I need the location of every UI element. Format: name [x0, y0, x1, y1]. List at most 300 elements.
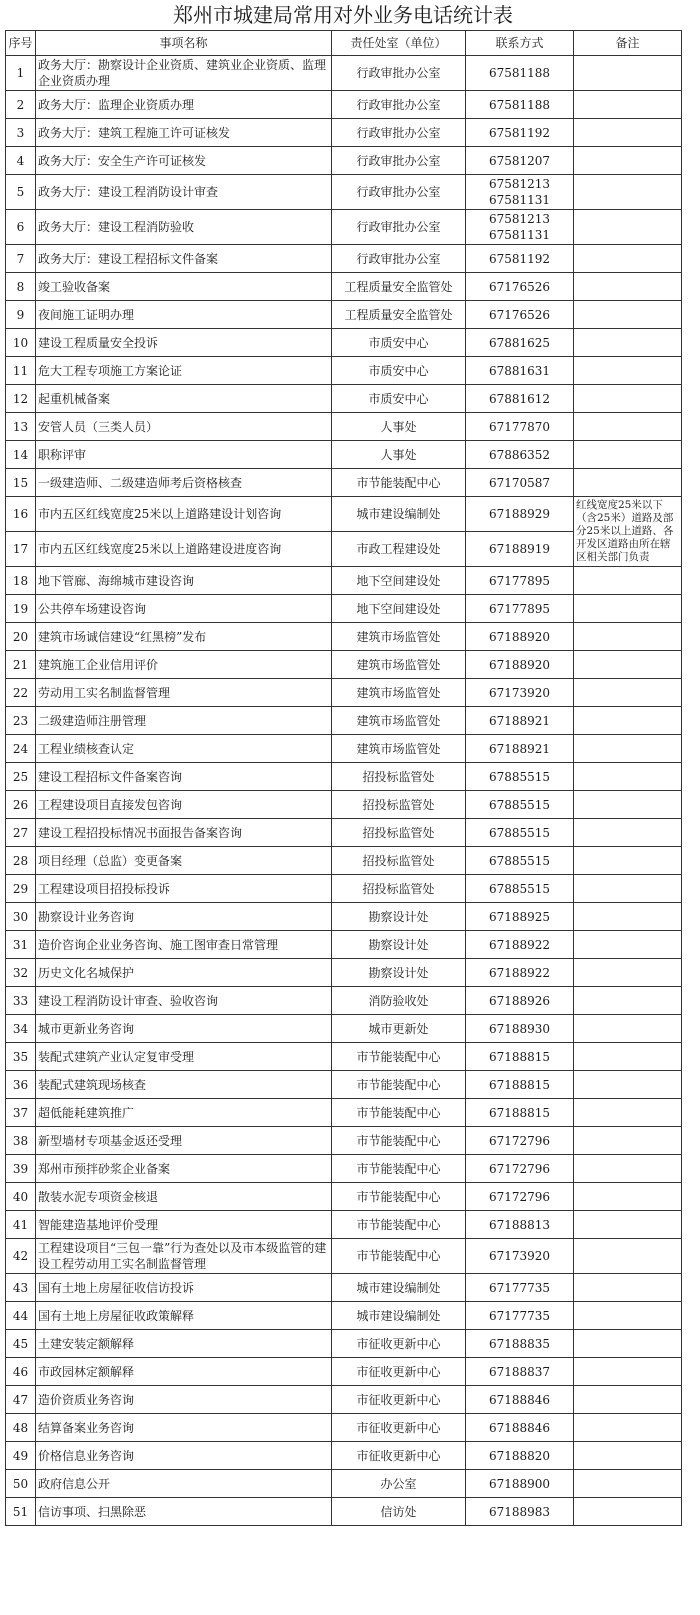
- responsible-dept: 行政审批办公室: [332, 210, 466, 245]
- item-name: 新型墙材专项基金返还受理: [36, 1127, 332, 1155]
- responsible-dept: 人事处: [332, 441, 466, 469]
- phone-number: 67188921: [466, 735, 574, 763]
- row-number: 51: [6, 1498, 36, 1526]
- item-name: 竣工验收备案: [36, 273, 332, 301]
- responsible-dept: 人事处: [332, 413, 466, 441]
- note-cell: [574, 1274, 682, 1302]
- item-name: 造价咨询企业业务咨询、施工图审查日常管理: [36, 931, 332, 959]
- table-row: [6, 651, 682, 679]
- responsible-dept: 地下空间建设处: [332, 595, 466, 623]
- table-row: [6, 1183, 682, 1211]
- phone-number: 67188983: [466, 1498, 574, 1526]
- table-row: [6, 1239, 682, 1274]
- row-number: 36: [6, 1071, 36, 1099]
- table-row: [6, 1414, 682, 1442]
- row-number: 13: [6, 413, 36, 441]
- page-title: 郑州市城建局常用对外业务电话统计表: [173, 3, 513, 27]
- responsible-dept: 城市建设编制处: [332, 1274, 466, 1302]
- phone-number: 67177895: [466, 595, 574, 623]
- responsible-dept: 行政审批办公室: [332, 175, 466, 210]
- note-cell: 红线宽度25米以下（含25米）道路及部分25米以上道路、各开发区道路由所在辖区相关部门负责: [574, 497, 682, 567]
- row-number: 14: [6, 441, 36, 469]
- phone-number: 67188846: [466, 1386, 574, 1414]
- table-row: [6, 735, 682, 763]
- table-row: [6, 595, 682, 623]
- header-seq: 序号: [6, 31, 36, 56]
- phone-number: 67172796: [466, 1183, 574, 1211]
- item-name: 起重机械备案: [36, 385, 332, 413]
- item-name: 智能建造基地评价受理: [36, 1211, 332, 1239]
- note-cell: [574, 441, 682, 469]
- responsible-dept: 市征收更新中心: [332, 1386, 466, 1414]
- table-row: [6, 847, 682, 875]
- row-number: 39: [6, 1155, 36, 1183]
- row-number: 45: [6, 1330, 36, 1358]
- item-name: 建设工程招标文件备案咨询: [36, 763, 332, 791]
- item-name: 政务大厅：建设工程消防验收: [36, 210, 332, 245]
- note-cell: [574, 1071, 682, 1099]
- phone-number: 67188926: [466, 987, 574, 1015]
- note-cell: [574, 567, 682, 595]
- table-row: [6, 497, 682, 532]
- item-name: 安管人员（三类人员）: [36, 413, 332, 441]
- row-number: 4: [6, 147, 36, 175]
- table-row: [6, 1330, 682, 1358]
- responsible-dept: 勘察设计处: [332, 959, 466, 987]
- responsible-dept: 城市更新处: [332, 1015, 466, 1043]
- row-number: 10: [6, 329, 36, 357]
- phone-number: 67881612: [466, 385, 574, 413]
- row-number: 23: [6, 707, 36, 735]
- table-row: [6, 819, 682, 847]
- phone-number: 67188925: [466, 903, 574, 931]
- item-name: 二级建造师注册管理: [36, 707, 332, 735]
- item-name: 地下管廊、海绵城市建设咨询: [36, 567, 332, 595]
- responsible-dept: 市节能装配中心: [332, 1239, 466, 1274]
- table-row: [6, 875, 682, 903]
- responsible-dept: 办公室: [332, 1470, 466, 1498]
- phone-number: 67170587: [466, 469, 574, 497]
- responsible-dept: 建筑市场监管处: [332, 707, 466, 735]
- row-number: 6: [6, 210, 36, 245]
- phone-number: 67177895: [466, 567, 574, 595]
- responsible-dept: 建筑市场监管处: [332, 623, 466, 651]
- responsible-dept: 勘察设计处: [332, 903, 466, 931]
- phone-number: 67885515: [466, 819, 574, 847]
- table-row: [6, 147, 682, 175]
- row-number: 8: [6, 273, 36, 301]
- item-name: 散装水泥专项资金核退: [36, 1183, 332, 1211]
- phone-number: 67881625: [466, 329, 574, 357]
- phone-number: 67581207: [466, 147, 574, 175]
- phone-number: 67581188: [466, 91, 574, 119]
- item-name: 政府信息公开: [36, 1470, 332, 1498]
- note-cell: [574, 413, 682, 441]
- note-cell: [574, 1015, 682, 1043]
- table-row: [6, 1470, 682, 1498]
- item-name: 项目经理（总监）变更备案: [36, 847, 332, 875]
- table-row: [6, 763, 682, 791]
- item-name: 一级建造师、二级建造师考后资格核查: [36, 469, 332, 497]
- table-row: [6, 56, 682, 91]
- note-cell: [574, 1386, 682, 1414]
- table-row: [6, 301, 682, 329]
- item-name: 劳动用工实名制监督管理: [36, 679, 332, 707]
- note-cell: [574, 959, 682, 987]
- table-row: [6, 623, 682, 651]
- note-cell: [574, 735, 682, 763]
- responsible-dept: 勘察设计处: [332, 931, 466, 959]
- note-cell: [574, 1099, 682, 1127]
- responsible-dept: 市质安中心: [332, 329, 466, 357]
- row-number: 40: [6, 1183, 36, 1211]
- note-cell: [574, 1358, 682, 1386]
- table-row: [6, 329, 682, 357]
- responsible-dept: 建筑市场监管处: [332, 651, 466, 679]
- phone-number: 67188815: [466, 1043, 574, 1071]
- note-cell: [574, 1211, 682, 1239]
- item-name: 政务大厅：建设工程消防设计审查: [36, 175, 332, 210]
- phone-number: 67885515: [466, 763, 574, 791]
- phone-number: 67172796: [466, 1127, 574, 1155]
- table-row: [6, 1155, 682, 1183]
- note-cell: [574, 329, 682, 357]
- row-number: 11: [6, 357, 36, 385]
- header-item-name: 事项名称: [36, 31, 332, 56]
- item-name: 价格信息业务咨询: [36, 1442, 332, 1470]
- phone-number: 67188815: [466, 1099, 574, 1127]
- item-name: 结算备案业务咨询: [36, 1414, 332, 1442]
- phone-number: 67188920: [466, 651, 574, 679]
- table-row: [6, 273, 682, 301]
- item-name: 建设工程招投标情况书面报告备案咨询: [36, 819, 332, 847]
- row-number: 2: [6, 91, 36, 119]
- item-name: 超低能耗建筑推广: [36, 1099, 332, 1127]
- phone-number: 67177735: [466, 1302, 574, 1330]
- note-cell: [574, 1043, 682, 1071]
- item-name: 危大工程专项施工方案论证: [36, 357, 332, 385]
- row-number: 1: [6, 56, 36, 91]
- item-name: 郑州市预拌砂浆企业备案: [36, 1155, 332, 1183]
- note-cell: [574, 595, 682, 623]
- responsible-dept: 行政审批办公室: [332, 147, 466, 175]
- responsible-dept: 招投标监管处: [332, 819, 466, 847]
- row-number: 12: [6, 385, 36, 413]
- note-cell: [574, 707, 682, 735]
- table-row: [6, 987, 682, 1015]
- row-number: 28: [6, 847, 36, 875]
- item-name: 建设工程消防设计审查、验收咨询: [36, 987, 332, 1015]
- table-row: [6, 1302, 682, 1330]
- note-cell: [574, 91, 682, 119]
- item-name: 市内五区红线宽度25米以上道路建设计划咨询: [36, 497, 332, 532]
- table-row: [6, 1127, 682, 1155]
- item-name: 政务大厅：安全生产许可证核发: [36, 147, 332, 175]
- table-row: [6, 91, 682, 119]
- table-row: [6, 1386, 682, 1414]
- responsible-dept: 招投标监管处: [332, 847, 466, 875]
- responsible-dept: 市节能装配中心: [332, 1127, 466, 1155]
- responsible-dept: 市征收更新中心: [332, 1414, 466, 1442]
- row-number: 47: [6, 1386, 36, 1414]
- phone-number: 67188815: [466, 1071, 574, 1099]
- note-cell: [574, 763, 682, 791]
- row-number: 31: [6, 931, 36, 959]
- table-row: [6, 1211, 682, 1239]
- note-cell: [574, 903, 682, 931]
- responsible-dept: 行政审批办公室: [332, 245, 466, 273]
- row-number: 24: [6, 735, 36, 763]
- table-row: [6, 1099, 682, 1127]
- table-row: [6, 707, 682, 735]
- row-number: 22: [6, 679, 36, 707]
- row-number: 3: [6, 119, 36, 147]
- item-name: 装配式建筑现场核查: [36, 1071, 332, 1099]
- note-cell: [574, 651, 682, 679]
- phone-number: 67188813: [466, 1211, 574, 1239]
- table-row: [6, 1498, 682, 1526]
- table-row: [6, 119, 682, 147]
- table-row: [6, 245, 682, 273]
- row-number: 35: [6, 1043, 36, 1071]
- row-number: 9: [6, 301, 36, 329]
- responsible-dept: 行政审批办公室: [332, 56, 466, 91]
- note-cell: [574, 273, 682, 301]
- item-name: 装配式建筑产业认定复审受理: [36, 1043, 332, 1071]
- note-cell: [574, 119, 682, 147]
- row-number: 15: [6, 469, 36, 497]
- table-header-row: [6, 31, 682, 56]
- responsible-dept: 信访处: [332, 1498, 466, 1526]
- item-name: 勘察设计业务咨询: [36, 903, 332, 931]
- note-cell: [574, 301, 682, 329]
- phone-number: 67188837: [466, 1358, 574, 1386]
- note-cell: [574, 469, 682, 497]
- item-name: 政务大厅：建设工程招标文件备案: [36, 245, 332, 273]
- item-name: 造价资质业务咨询: [36, 1386, 332, 1414]
- item-name: 夜间施工证明办理: [36, 301, 332, 329]
- item-name: 建筑市场诚信建设“红黑榜”发布: [36, 623, 332, 651]
- note-cell: [574, 1302, 682, 1330]
- item-name: 工程业绩核查认定: [36, 735, 332, 763]
- phone-number: 67177735: [466, 1274, 574, 1302]
- note-cell: [574, 357, 682, 385]
- responsible-dept: 行政审批办公室: [332, 91, 466, 119]
- note-cell: [574, 847, 682, 875]
- responsible-dept: 市节能装配中心: [332, 469, 466, 497]
- table-row: [6, 679, 682, 707]
- item-name: 工程建设项目直接发包咨询: [36, 791, 332, 819]
- phone-number: 67173920: [466, 679, 574, 707]
- responsible-dept: 市节能装配中心: [332, 1155, 466, 1183]
- phone-number: 67188921: [466, 707, 574, 735]
- note-cell: [574, 931, 682, 959]
- phone-number: 67581192: [466, 245, 574, 273]
- responsible-dept: 城市建设编制处: [332, 1302, 466, 1330]
- note-cell: [574, 1470, 682, 1498]
- phone-number: 67581192: [466, 119, 574, 147]
- note-cell: [574, 210, 682, 245]
- row-number: 7: [6, 245, 36, 273]
- table-row: [6, 1015, 682, 1043]
- table-row: [6, 441, 682, 469]
- phone-number: 67176526: [466, 273, 574, 301]
- header-note: 备注: [574, 31, 682, 56]
- note-cell: [574, 679, 682, 707]
- note-cell: [574, 1498, 682, 1526]
- table-row: [6, 469, 682, 497]
- responsible-dept: 城市建设编制处: [332, 497, 466, 532]
- phone-number: 67188846: [466, 1414, 574, 1442]
- responsible-dept: 市质安中心: [332, 357, 466, 385]
- item-name: 土建安装定额解释: [36, 1330, 332, 1358]
- note-cell: [574, 245, 682, 273]
- note-cell: [574, 1239, 682, 1274]
- row-number: 43: [6, 1274, 36, 1302]
- table-row: [6, 1358, 682, 1386]
- phone-number: 67188920: [466, 623, 574, 651]
- table-row: [6, 1274, 682, 1302]
- contact-table: [5, 30, 682, 1526]
- row-number: 48: [6, 1414, 36, 1442]
- note-cell: [574, 819, 682, 847]
- row-number: 46: [6, 1358, 36, 1386]
- row-number: 33: [6, 987, 36, 1015]
- header-dept: 责任处室（单位）: [332, 31, 466, 56]
- table-body: [6, 56, 682, 1526]
- phone-number: 67581213 67581131: [466, 175, 574, 210]
- responsible-dept: 招投标监管处: [332, 763, 466, 791]
- row-number: 5: [6, 175, 36, 210]
- phone-number: 67188919: [466, 532, 574, 567]
- table-row: [6, 903, 682, 931]
- row-number: 26: [6, 791, 36, 819]
- item-name: 建设工程质量安全投诉: [36, 329, 332, 357]
- row-number: 49: [6, 1442, 36, 1470]
- responsible-dept: 市征收更新中心: [332, 1358, 466, 1386]
- row-number: 17: [6, 532, 36, 567]
- responsible-dept: 市节能装配中心: [332, 1099, 466, 1127]
- document: [5, 0, 681, 1526]
- item-name: 城市更新业务咨询: [36, 1015, 332, 1043]
- phone-number: 67172796: [466, 1155, 574, 1183]
- responsible-dept: 市节能装配中心: [332, 1183, 466, 1211]
- phone-number: 67188922: [466, 959, 574, 987]
- table-row: [6, 210, 682, 245]
- note-cell: [574, 1127, 682, 1155]
- responsible-dept: 市质安中心: [332, 385, 466, 413]
- row-number: 42: [6, 1239, 36, 1274]
- row-number: 16: [6, 497, 36, 532]
- item-name: 国有土地上房屋征收政策解释: [36, 1302, 332, 1330]
- row-number: 38: [6, 1127, 36, 1155]
- phone-number: 67581213 67581131: [466, 210, 574, 245]
- responsible-dept: 消防验收处: [332, 987, 466, 1015]
- table-row: [6, 357, 682, 385]
- responsible-dept: 市征收更新中心: [332, 1330, 466, 1358]
- phone-number: 67885515: [466, 791, 574, 819]
- responsible-dept: 地下空间建设处: [332, 567, 466, 595]
- row-number: 41: [6, 1211, 36, 1239]
- responsible-dept: 市节能装配中心: [332, 1071, 466, 1099]
- responsible-dept: 市政工程建设处: [332, 532, 466, 567]
- table-row: [6, 931, 682, 959]
- phone-number: 67581188: [466, 56, 574, 91]
- item-name: 历史文化名城保护: [36, 959, 332, 987]
- row-number: 20: [6, 623, 36, 651]
- row-number: 18: [6, 567, 36, 595]
- phone-number: 67188930: [466, 1015, 574, 1043]
- row-number: 29: [6, 875, 36, 903]
- item-name: 政务大厅：建筑工程施工许可证核发: [36, 119, 332, 147]
- table-row: [6, 1071, 682, 1099]
- row-number: 25: [6, 763, 36, 791]
- note-cell: [574, 875, 682, 903]
- row-number: 30: [6, 903, 36, 931]
- responsible-dept: 市征收更新中心: [332, 1442, 466, 1470]
- row-number: 44: [6, 1302, 36, 1330]
- phone-number: 67177870: [466, 413, 574, 441]
- item-name: 政务大厅：监理企业资质办理: [36, 91, 332, 119]
- item-name: 国有土地上房屋征收信访投诉: [36, 1274, 332, 1302]
- phone-number: 67188929: [466, 497, 574, 532]
- table-row: [6, 1043, 682, 1071]
- phone-number: 67176526: [466, 301, 574, 329]
- table-row: [6, 1442, 682, 1470]
- responsible-dept: 建筑市场监管处: [332, 679, 466, 707]
- note-cell: [574, 175, 682, 210]
- phone-number: 67885515: [466, 875, 574, 903]
- responsible-dept: 建筑市场监管处: [332, 735, 466, 763]
- item-name: 市内五区红线宽度25米以上道路建设进度咨询: [36, 532, 332, 567]
- responsible-dept: 行政审批办公室: [332, 119, 466, 147]
- item-name: 市政园林定额解释: [36, 1358, 332, 1386]
- row-number: 19: [6, 595, 36, 623]
- responsible-dept: 市节能装配中心: [332, 1043, 466, 1071]
- note-cell: [574, 1442, 682, 1470]
- row-number: 37: [6, 1099, 36, 1127]
- responsible-dept: 市节能装配中心: [332, 1211, 466, 1239]
- item-name: 信访事项、扫黑除恶: [36, 1498, 332, 1526]
- note-cell: [574, 56, 682, 91]
- phone-number: 67173920: [466, 1239, 574, 1274]
- table-row: [6, 567, 682, 595]
- note-cell: [574, 1414, 682, 1442]
- note-cell: [574, 385, 682, 413]
- phone-number: 67885515: [466, 847, 574, 875]
- table-row: [6, 959, 682, 987]
- table-row: [6, 791, 682, 819]
- item-name: 公共停车场建设咨询: [36, 595, 332, 623]
- table-row: [6, 175, 682, 210]
- phone-number: 67886352: [466, 441, 574, 469]
- row-number: 34: [6, 1015, 36, 1043]
- note-cell: [574, 791, 682, 819]
- note-cell: [574, 147, 682, 175]
- row-number: 32: [6, 959, 36, 987]
- phone-number: 67188922: [466, 931, 574, 959]
- phone-number: 67188900: [466, 1470, 574, 1498]
- table-row: [6, 385, 682, 413]
- row-number: 21: [6, 651, 36, 679]
- note-cell: [574, 987, 682, 1015]
- note-cell: [574, 1183, 682, 1211]
- header-phone: 联系方式: [466, 31, 574, 56]
- item-name: 建筑施工企业信用评价: [36, 651, 332, 679]
- responsible-dept: 招投标监管处: [332, 791, 466, 819]
- note-cell: [574, 1330, 682, 1358]
- note-cell: [574, 623, 682, 651]
